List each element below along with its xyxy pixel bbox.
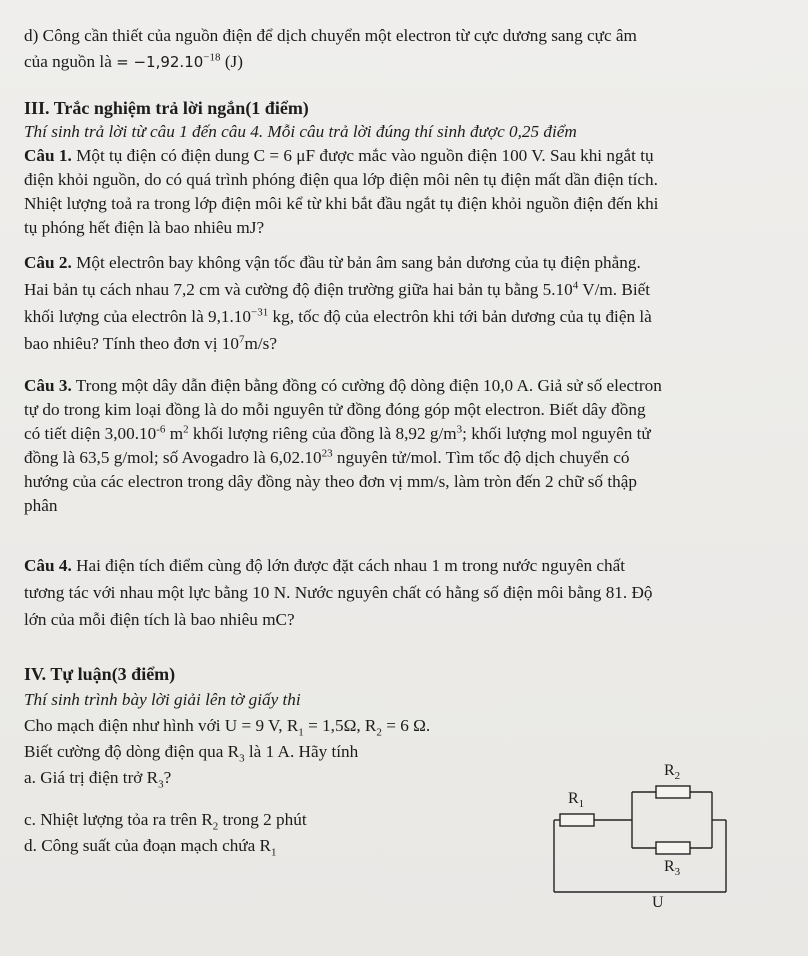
circuit-diagram (546, 752, 742, 916)
given-r2-sub: 2 (376, 726, 382, 739)
question-1-line3: Nhiệt lượng toả ra trong lớp điện môi kể từ khi bắt đầu ngắt tụ điện khỏi nguồn điện đến khi (24, 194, 659, 213)
label-r1: $R_1$ (568, 790, 585, 811)
question-3-area-a: có tiết diện 3,00.10 (24, 424, 157, 443)
question-1-line4: tụ phóng hết điện là bao nhiêu mJ? (24, 218, 265, 237)
part-d-unit: (J) (224, 52, 243, 71)
question-3-avogadro-exp: 23 (321, 447, 333, 460)
question-3-area-unit-exp: 2 (183, 423, 189, 436)
task-a-end: ? (163, 768, 172, 787)
label-r3: $R_3$ (664, 858, 681, 879)
question-3-label: Câu 3. (24, 376, 72, 395)
question-3-line1 (24, 374, 794, 398)
question-2-label: Câu 2. (24, 253, 72, 272)
question-3-line5: hướng của các electron trong dây đồng này theo đơn vị mm/s, làm tròn đến 2 chữ số thập (24, 472, 637, 491)
question-3-molar: ; khối lượng mol nguyên tử (462, 424, 651, 443)
question-2-mass-a: khối lượng của electrôn là 9,1.10 (24, 307, 251, 326)
question-2-line1 (24, 251, 794, 275)
question-4-text: Hai điện tích điểm cùng độ lớn được đặt cách nhau 1 m trong nước nguyên chất (71, 556, 626, 575)
question-4-line2: tương tác với nhau một lực bằng 10 N. Nước nguyên chất có hằng số điện môi bằng 81. Độ (24, 583, 653, 602)
circuit-svg (546, 752, 742, 916)
task-c-sub: 2 (212, 820, 219, 833)
question-2-unit-b: m/s? (244, 334, 277, 353)
label-u: U (652, 894, 664, 911)
question-2-mass-b: kg, tốc độ của electrôn khi tới bản dương của tụ điện là (268, 307, 652, 326)
given-c: = 6 Ω. (381, 716, 431, 735)
question-2-mass-exp: −31 (250, 306, 269, 319)
question-3-line3 (24, 422, 794, 446)
section-3-instruction: Thí sinh trả lời từ câu 1 đến câu 4. Mỗi câu trả lời đúng thí sinh được 0,25 điểm (24, 122, 577, 141)
current-r3-sub: 3 (239, 752, 245, 765)
resistor-r2 (656, 786, 690, 798)
question-3-area-unit: m (165, 424, 184, 443)
question-2-line2 (24, 278, 794, 302)
question-2-text-a: Hai bản tụ cách nhau 7,2 cm và cường độ điện trường giữa hai bản tụ bằng 5.10 (24, 280, 573, 299)
task-d-text: d. Công suất của đoạn mạch chứa R (24, 836, 272, 855)
question-2-exp: 4 (572, 279, 579, 292)
part-d-text: d) Công cần thiết của nguồn điện để dịch chuyển một electron từ cực dương sang cực âm (24, 26, 637, 45)
given-a: Cho mạch điện như hình với U = 9 V, R (24, 716, 299, 735)
task-c-end: trong 2 phút (218, 810, 307, 829)
question-2-unit-a: bao nhiêu? Tính theo đơn vị 10 (24, 334, 239, 353)
task-a-text: a. Giá trị điện trở R (24, 768, 159, 787)
question-1-line2: điện khỏi nguồn, do có quá trình phóng điện qua lớp điện môi nên tụ điện mất dần điện tích. (24, 170, 658, 189)
part-d-exponent: −18 (203, 51, 221, 64)
section-4-instruction: Thí sinh trình bày lời giải lên tờ giấy thi (24, 690, 301, 709)
task-d-sub: 1 (271, 846, 277, 859)
part-d-line2 (24, 50, 794, 74)
part-d-line1 (24, 24, 794, 48)
given-b: = 1,5Ω, R (303, 716, 377, 735)
question-3-line6: phân (24, 496, 58, 515)
part-d-equation: = −1,92.10 (116, 53, 204, 71)
question-3-density-exp: 3 (456, 423, 463, 436)
question-3-avogadro-a: đồng là 63,5 g/mol; số Avogadro là 6,02.10 (24, 448, 322, 467)
question-3-density: khối lượng riêng của đồng là 8,92 g/m (188, 424, 457, 443)
question-1-line1 (24, 144, 794, 168)
question-3-line4 (24, 446, 794, 470)
task-c-text: c. Nhiệt lượng tỏa ra trên R (24, 810, 213, 829)
question-3-avogadro-b: nguyên tử/mol. Tìm tốc độ dịch chuyển có (332, 448, 630, 467)
question-2-text: Một electrôn bay không vận tốc đầu từ bản âm sang bản dương của tụ điện phẳng. (71, 253, 641, 272)
question-2-line3 (24, 305, 794, 329)
label-r2: $R_2$ (664, 762, 681, 783)
question-3-line2: tự do trong kim loại đồng là do mỗi nguyên tử đồng đóng góp một electron. Biết dây đồng (24, 400, 646, 419)
question-4-line1 (24, 554, 794, 578)
question-4-line3: lớn của mỗi điện tích là bao nhiêu mC? (24, 610, 295, 629)
question-2-line4 (24, 332, 794, 356)
question-3-text: Trong một dây dẫn điện bằng đồng có cường độ dòng điện 10,0 A. Giả sử số electron (71, 376, 662, 395)
resistor-r3 (656, 842, 690, 854)
task-a-sub: 3 (158, 778, 164, 791)
section-4-heading: IV. Tự luận(3 điểm) (24, 664, 176, 684)
current-b: là 1 A. Hãy tính (244, 742, 359, 761)
resistor-r1 (560, 814, 594, 826)
question-2-text-b: V/m. Biết (578, 280, 650, 299)
current-a: Biết cường độ dòng điện qua R (24, 742, 240, 761)
part-d-prefix: của nguồn là (24, 52, 112, 71)
question-1-label: Câu 1. (24, 146, 72, 165)
question-2-unit-exp: 7 (239, 333, 245, 346)
section-3-heading: III. Trắc nghiệm trả lời ngắn(1 điểm) (24, 98, 309, 118)
question-3-area-exp: -6 (156, 423, 166, 436)
given-r1-sub: 1 (298, 726, 304, 739)
section-4-given (24, 714, 794, 738)
question-1-text: Một tụ điện có điện dung C = 6 μF được mắc vào nguồn điện 100 V. Sau khi ngắt tụ (71, 146, 654, 165)
question-4-label: Câu 4. (24, 556, 72, 575)
